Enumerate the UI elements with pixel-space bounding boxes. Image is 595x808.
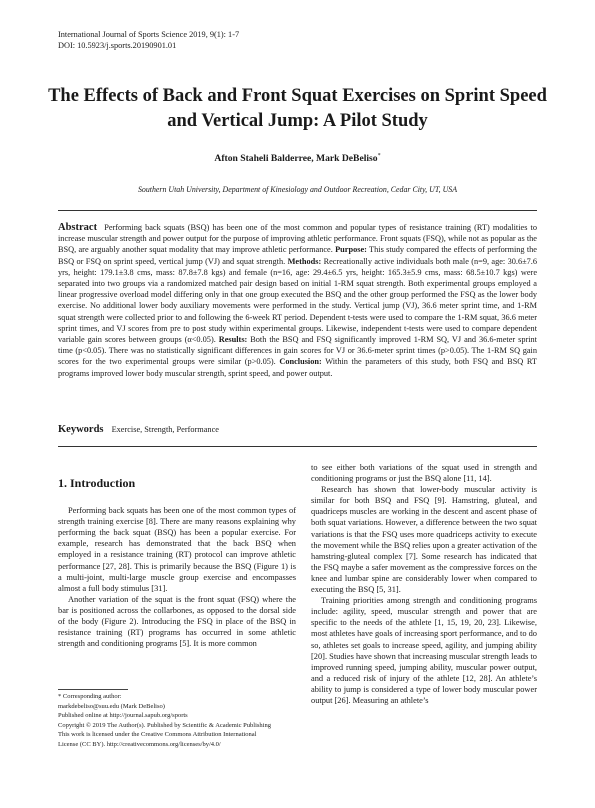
footnote-line: Copyright © 2019 The Author(s). Published by Scientific & Academic Publishing: [58, 721, 271, 729]
journal-name: International Journal of Sports Science 2019, 9(1): 1-7: [58, 30, 240, 39]
footnote-email: markdebeliso@suu.edu (Mark DeBeliso): [58, 702, 165, 710]
paper-title: The Effects of Back and Front Squat Exercises on Sprint Speed and Vertical Jump: A Pilot Study: [48, 86, 547, 131]
abstract-results: Both the BSQ and FSQ significantly improved 1-RM SQ, VJ and 36.6-meter sprint time (p<0.05). There was no statistically significant differences in gain scores for VJ or 36.6-meter sprint times (p>0.05). The 1-RM SQ gain scores for the two experimental groups were similar (p>0.05).: [58, 335, 537, 367]
abstract-methods-label: Methods:: [287, 256, 322, 266]
footnote-license: License (CC BY). http://creativecommons.org/licenses/by/4.0/: [58, 740, 221, 748]
abstract-purpose-label: Purpose:: [335, 245, 367, 255]
left-column: [58, 478, 296, 649]
right-column: [311, 462, 537, 706]
abstract-conclusion-label: Conclusion:: [279, 357, 322, 367]
footnote-line: Published online at http://journal.sapub.org/sports: [58, 712, 188, 720]
abstract-intro: Performing back squats (BSQ) has been one of the most common and popular types of resistance training (RT) modalities to increase muscular strength and power output for the purpose of improving athletic performance. Front squats (FSQ), while not as popular as the BSQ, are arguably another squat modality that may improve athletic performance.: [58, 223, 538, 255]
section-heading: 1. Introduction: [58, 476, 136, 490]
intro-paragraph-continued: to see either both variations of the squat used in strength and conditioning programs or just the BSQ alone [11, 14].: [311, 463, 537, 484]
abstract-conclusion: Within the parameters of this study, both FSQ and BSQ RT programs improved lower body muscular strength, sprint speed, and power output.: [58, 357, 537, 378]
journal-doi: DOI: 10.5923/j.sports.20190901.01: [58, 40, 177, 50]
abstract-purpose: This study compared the effects of performing the BSQ or FSQ on sprint speed, vertical jump (VJ) and squat strength.: [58, 245, 537, 266]
footnote-line: This work is licensed under the Creative Commons Attribution International: [58, 731, 257, 739]
intro-paragraph: Another variation of the squat is the front squat (FSQ) where the bar is positioned across the collarbones, as opposed to the dorsal side of the body (Figure 2). Introducing the FSQ in place of the BSQ in resistance training (RT) programs has occurred in some athletic strength and conditioning programs [5]. It is more common: [58, 594, 296, 649]
author-names: Afton Staheli Balderree, Mark DeBeliso: [214, 153, 378, 164]
intro-paragraph: Performing back squats has been one of the most common types of strength training exercise [8]. There are many reasons explaining why performing the back squat (BSQ) has been a popular exercise. For example, research has demonstrated that the back BSQ when employed in a resistance training (RT) protocol can improve athletic performance [27, 28]. This is primarily because the BSQ (Figure 1) is a multi-joint, multi-large muscle group exercise and encompasses almost a full body stimulus [31].: [58, 506, 296, 593]
intro-paragraph: Research has shown that lower-body muscular activity is similar for both BSQ and FSQ [9]. Hamstring, gluteal, and quadriceps muscles are working in the descent and ascent phase of both squat variations. However, a difference between the two squat variations is that the FSQ uses more quadriceps activity to execute the movement while the BSQ relies upon a greater activation of the hamstring-gluteal complex [7]. Some research has indicated that the FSQ maybe a safer movement as the compressive forces on the knee and lumbar spine are considerably lower when compared to executing the BSQ [5, 31].: [311, 485, 537, 595]
author-line: [40, 153, 555, 164]
keywords-text: Exercise, Strength, Performance: [111, 425, 219, 434]
keywords-label: Keywords: [58, 424, 104, 435]
abstract-top-rule: [58, 210, 537, 211]
affiliation: Southern Utah University, Department of Kinesiology and Outdoor Recreation, Cedar City, UT, USA: [137, 185, 458, 194]
abstract: [58, 222, 537, 379]
abstract-label: Abstract: [58, 222, 98, 233]
abstract-results-label: Results:: [218, 335, 248, 345]
footnote: [58, 692, 298, 750]
corresponding-author-mark: *: [377, 153, 381, 159]
footnote-rule: [58, 689, 128, 690]
keywords: [58, 424, 537, 435]
footnote-line: * Corresponding author:: [58, 693, 122, 700]
journal-header: [58, 30, 239, 51]
abstract-methods: Recreationally active individuals both male (n=9, age: 30.6±7.6 yrs, height: 179.1±3.8 cms, mass: 87.8±7.8 kgs) and female (n=16, age: 29.4±6.5 yrs, height: 165.3±5.9 cms, mass: 68.5±10.7 kgs) were separated into two groups via a randomized matched pair design based on initial 1-RM squat strength. Both experimental groups employed a linear progressive overload model differing only in that one group executed the BSQ and the other group performed the FSQ as the lower body exercise. No additional lower body auxiliary movements were performed in the study. Vertical jump (VJ), 36.6 meter sprint time, and 1-RM squat strength were collected prior to and following the 6-week RT period. Dependent t-tests were used to compare the 1-RM squat, 36.6 meter sprint times, and VJ scores from pre to post study within experimental groups. Likewise, independent t-tests were used to compare dependent variable gain scores between groups (α<0.05).: [58, 256, 538, 345]
intro-paragraph: Training priorities among strength and conditioning programs include: agility, speed, muscular strength and power that are specific to the needs of the athlete [1, 15, 19, 20, 23]. Likewise, most athletes have goals of increasing sport performance, and to do so, athletes set goals to increase speed, agility, and jumping ability [20]. Studies have shown that increasing muscular strength leads to improved running speed, jumping ability, muscular power output, and a reduced risk of injury of the athlete [12, 28]. An athlete’s ability to jump is considered a type of lower body muscular power output [26]. Measuring an athlete’s: [311, 596, 537, 705]
abstract-bottom-rule: [58, 446, 537, 447]
